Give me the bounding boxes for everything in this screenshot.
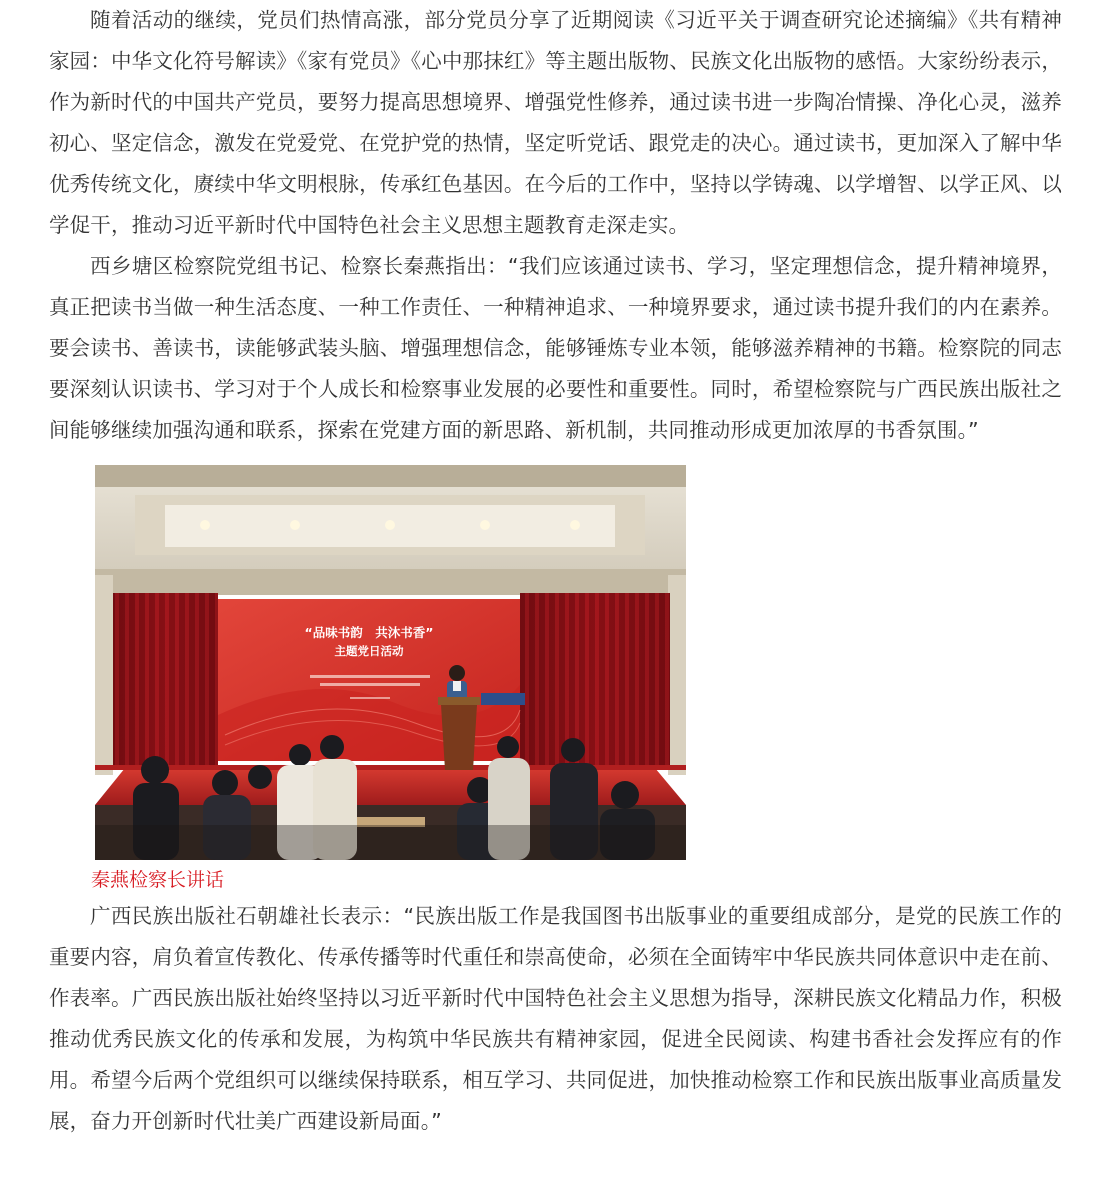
event-photo <box>95 465 686 860</box>
paragraph-shi-chaoxiong-speech: 广西民族出版社石朝雄社长表示：“民族出版工作是我国图书出版事业的重要组成部分，是党的民族工作的重要内容，肩负着宣传教化、传承传播等时代重任和崇高使命，必须在全面铸牢中华民族共同体意识中走在前、作表率。广西民族出版社始终坚持以习近平新时代中国特色社会主义思想为指导，深耕民族文化精品力作，积极推动优秀民族文化的传承和发展，为构筑中华民族共有精神家园，促进全民阅读、构建书香社会发挥应有的作用。希望今后两个党组织可以继续保持联系，相互学习、共同促进，加快推动检察工作和民族出版事业高质量发展，奋力开创新时代壮美广西建设新局面。” <box>49 904 1062 1133</box>
slide-title-line2: 主题党日活动 <box>334 644 404 658</box>
paragraph-qin-yan-speech: 西乡塘区检察院党组书记、检察长秦燕指出：“我们应该通过读书、学习，坚定理想信念，提升精神境界，真正把读书当做一种生活态度、一种工作责任、一种精神追求、一种境界要求，通过读书提升我们的内在素养。要会读书、善读书，读能够武装头脑、增强理想信念，能够锤炼专业本领，能够滋养精神的书籍。检察院的同志要深刻认识读书、学习对于个人成长和检察事业发展的必要性和重要性。同时，希望检察院与广西民族出版社之间能够继续加强沟通和联系，探索在党建方面的新思路、新机制，共同推动形成更加浓厚的书香氛围。” <box>49 254 1062 442</box>
photo-caption: 秦燕检察长讲话 <box>91 869 225 891</box>
slide-title-line1: “品味书韵 共沐书香” <box>304 625 434 640</box>
paragraph-reading-sharing: 随着活动的继续，党员们热情高涨，部分党员分享了近期阅读《习近平关于调查研究论述摘编》《共有精神家园：中华文化符号解读》《家有党员》《心中那抹红》等主题出版物、民族文化出版物的感悟。大家纷纷表示，作为新时代的中国共产党员，要努力提高思想境界、增强党性修养，通过读书进一步陶冶情操、净化心灵，滋养初心、坚定信念，激发在党爱党、在党护党的热情，坚定听党话、跟党走的决心。通过读书，更加深入了解中华优秀传统文化，赓续中华文明根脉，传承红色基因。在今后的工作中，坚持以学铸魂、以学增智、以学正风、以学促干，推动习近平新时代中国特色社会主义思想主题教育走深走实。 <box>49 8 1062 237</box>
event-photo-scene <box>95 465 686 860</box>
